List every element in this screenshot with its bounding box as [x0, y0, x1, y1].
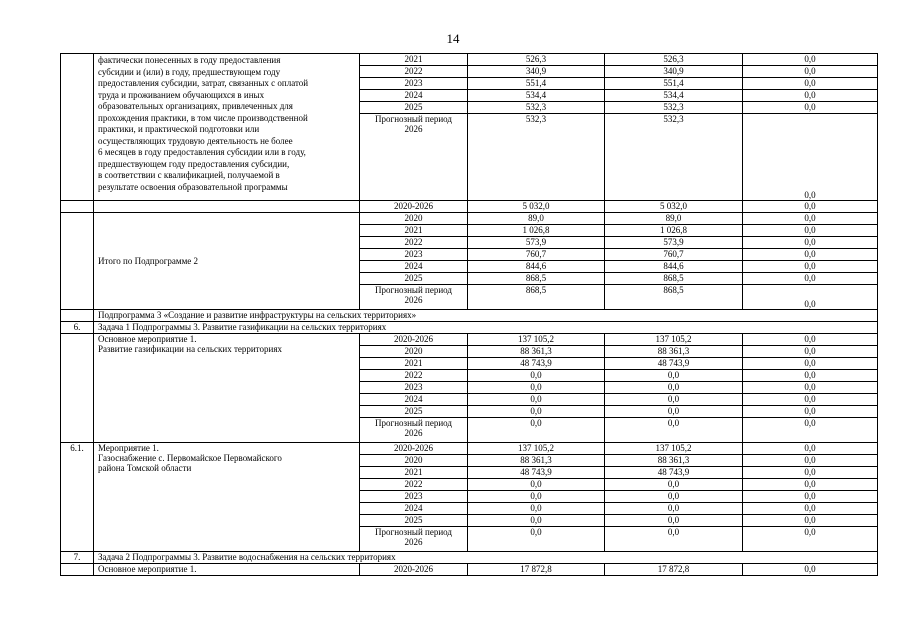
table-row	[61, 564, 878, 576]
value-cell: 526,3	[605, 54, 743, 66]
value-cell: 844,6	[605, 261, 743, 273]
value-cell: 0,0	[468, 370, 605, 382]
value-cell: 0,0	[743, 54, 878, 66]
value-cell: 0,0	[468, 491, 605, 503]
value-cell: 0,0	[605, 406, 743, 418]
value-cell: 0,0	[743, 370, 878, 382]
row-number-cell: 7.	[61, 552, 94, 564]
row-number-cell	[61, 213, 94, 310]
value-cell: 0,0	[743, 527, 878, 552]
value-cell: 0,0	[743, 358, 878, 370]
subprogram-title: Подпрограмма 3 «Создание и развитие инфраструктуры на сельских территориях»	[94, 310, 878, 322]
value-cell: 0,0	[743, 114, 878, 201]
value-cell: 88 361,3	[468, 455, 605, 467]
value-cell: 0,0	[743, 515, 878, 527]
forecast-year-cell: Прогнозный период 2026	[360, 527, 468, 552]
value-cell: 0,0	[743, 503, 878, 515]
event-title-cell: Основное мероприятие 1. Развитие газификации на сельских территориях	[94, 334, 360, 443]
itogo-title-cell: Итого по Подпрограмме 2	[94, 213, 360, 310]
value-cell: 0,0	[743, 443, 878, 455]
value-cell: 0,0	[743, 273, 878, 285]
value-cell: 0,0	[743, 346, 878, 358]
table-row	[61, 201, 878, 213]
value-cell: 0,0	[468, 515, 605, 527]
page-number: 14	[446, 31, 460, 46]
year-cell: 2023	[360, 382, 468, 394]
value-cell: 0,0	[743, 237, 878, 249]
value-cell: 868,5	[468, 273, 605, 285]
value-cell: 0,0	[605, 382, 743, 394]
year-cell: 2021	[360, 54, 468, 66]
value-cell: 0,0	[743, 102, 878, 114]
value-cell: 0,0	[743, 66, 878, 78]
value-cell: 0,0	[468, 503, 605, 515]
year-cell: 2020-2026	[360, 564, 468, 576]
value-cell: 573,9	[468, 237, 605, 249]
value-cell: 0,0	[605, 418, 743, 443]
row-number-cell	[61, 564, 94, 576]
year-cell: 2020-2026	[360, 201, 468, 213]
year-cell: 2020	[360, 455, 468, 467]
value-cell: 0,0	[743, 382, 878, 394]
value-cell: 48 743,9	[605, 358, 743, 370]
value-cell: 0,0	[605, 515, 743, 527]
value-cell: 0,0	[605, 394, 743, 406]
value-cell: 1 026,8	[468, 225, 605, 237]
value-cell: 0,0	[468, 394, 605, 406]
year-cell: 2022	[360, 237, 468, 249]
value-cell: 0,0	[743, 261, 878, 273]
year-cell: 2020	[360, 213, 468, 225]
value-cell: 89,0	[605, 213, 743, 225]
table-row	[61, 443, 878, 455]
value-cell: 88 361,3	[468, 346, 605, 358]
year-cell: 2022	[360, 370, 468, 382]
value-cell: 844,6	[468, 261, 605, 273]
value-cell: 532,3	[605, 114, 743, 201]
value-cell: 0,0	[468, 527, 605, 552]
value-cell: 48 743,9	[468, 467, 605, 479]
value-cell: 0,0	[605, 479, 743, 491]
value-cell: 137 105,2	[605, 443, 743, 455]
value-cell: 0,0	[743, 406, 878, 418]
value-cell: 5 032,0	[605, 201, 743, 213]
value-cell: 0,0	[743, 394, 878, 406]
year-cell: 2023	[360, 78, 468, 90]
value-cell: 0,0	[468, 406, 605, 418]
value-cell: 0,0	[743, 334, 878, 346]
value-cell: 0,0	[605, 370, 743, 382]
value-cell: 0,0	[743, 78, 878, 90]
value-cell: 0,0	[743, 491, 878, 503]
blank-cell	[94, 201, 360, 213]
value-cell: 0,0	[468, 479, 605, 491]
row-number-cell: 6.	[61, 322, 94, 334]
task-title: Задача 1 Подпрограммы 3. Развитие газификации на сельских территориях	[94, 322, 878, 334]
value-cell: 532,3	[605, 102, 743, 114]
value-cell: 868,5	[605, 273, 743, 285]
value-cell: 137 105,2	[468, 334, 605, 346]
row-number-cell	[61, 334, 94, 443]
row-number-cell	[61, 201, 94, 213]
year-cell: 2021	[360, 467, 468, 479]
value-cell: 48 743,9	[468, 358, 605, 370]
year-cell: 2023	[360, 491, 468, 503]
value-cell: 0,0	[743, 467, 878, 479]
table-row	[61, 334, 878, 346]
value-cell: 340,9	[468, 66, 605, 78]
forecast-year-cell: Прогнозный период 2026	[360, 418, 468, 443]
row-number-cell: 6.1.	[61, 443, 94, 552]
value-cell: 760,7	[468, 249, 605, 261]
value-cell: 534,4	[468, 90, 605, 102]
value-cell: 0,0	[743, 249, 878, 261]
value-cell: 48 743,9	[605, 467, 743, 479]
year-cell: 2025	[360, 102, 468, 114]
year-cell: 2025	[360, 406, 468, 418]
year-cell: 2025	[360, 515, 468, 527]
value-cell: 868,5	[468, 285, 605, 310]
value-cell: 340,9	[605, 66, 743, 78]
value-cell: 0,0	[468, 418, 605, 443]
table-row	[61, 310, 878, 322]
value-cell: 0,0	[743, 455, 878, 467]
row-number-cell	[61, 310, 94, 322]
value-cell: 760,7	[605, 249, 743, 261]
year-cell: 2020	[360, 346, 468, 358]
table-row	[61, 54, 878, 66]
table-row	[61, 322, 878, 334]
value-cell: 89,0	[468, 213, 605, 225]
description-cell: фактически понесенных в году предоставления субсидии и (или) в году, предшествующем году предоставления субсидии, затрат, связанных с оплатой труда и проживанием обучающихся в иных образовательных организациях, привлеченных для прохождения практики, в том числе производственной практики, и практической подготовки или осуществляющих трудовую деятельность не более 6 месяцев в году предоставления субсидии или в году, предшествующем году предоставления субсидии, в соответствии с квалификацией, получаемой в результате освоения образовательной программы	[94, 54, 360, 201]
year-cell: 2025	[360, 273, 468, 285]
year-cell: 2023	[360, 249, 468, 261]
year-cell: 2024	[360, 90, 468, 102]
year-cell: 2021	[360, 225, 468, 237]
table-body	[61, 54, 878, 576]
table-row	[61, 213, 878, 225]
value-cell: 573,9	[605, 237, 743, 249]
year-cell: 2024	[360, 503, 468, 515]
year-cell: 2022	[360, 479, 468, 491]
event-title-cell: Мероприятие 1. Газоснабжение с. Первомайское Первомайского района Томской области	[94, 443, 360, 552]
value-cell: 0,0	[468, 382, 605, 394]
value-cell: 0,0	[605, 527, 743, 552]
value-cell: 0,0	[743, 564, 878, 576]
value-cell: 0,0	[743, 213, 878, 225]
budget-table	[60, 53, 878, 576]
value-cell: 88 361,3	[605, 455, 743, 467]
value-cell: 526,3	[468, 54, 605, 66]
value-cell: 5 032,0	[468, 201, 605, 213]
value-cell: 17 872,8	[605, 564, 743, 576]
value-cell: 0,0	[605, 503, 743, 515]
value-cell: 532,3	[468, 114, 605, 201]
forecast-year-cell: Прогнозный период 2026	[360, 114, 468, 201]
table-row	[61, 552, 878, 564]
value-cell: 0,0	[743, 285, 878, 310]
value-cell: 0,0	[743, 418, 878, 443]
row-number-cell	[61, 54, 94, 201]
value-cell: 0,0	[743, 201, 878, 213]
value-cell: 0,0	[605, 491, 743, 503]
task-title: Задача 2 Подпрограммы 3. Развитие водоснабжения на сельских территориях	[94, 552, 878, 564]
value-cell: 0,0	[743, 479, 878, 491]
year-cell: 2024	[360, 394, 468, 406]
value-cell: 137 105,2	[468, 443, 605, 455]
value-cell: 0,0	[743, 90, 878, 102]
value-cell: 551,4	[605, 78, 743, 90]
year-cell: 2024	[360, 261, 468, 273]
year-cell: 2020-2026	[360, 443, 468, 455]
value-cell: 17 872,8	[468, 564, 605, 576]
value-cell: 532,3	[468, 102, 605, 114]
year-cell: 2020-2026	[360, 334, 468, 346]
value-cell: 868,5	[605, 285, 743, 310]
value-cell: 88 361,3	[605, 346, 743, 358]
forecast-year-cell: Прогнозный период 2026	[360, 285, 468, 310]
value-cell: 137 105,2	[605, 334, 743, 346]
value-cell: 1 026,8	[605, 225, 743, 237]
event-title-cell: Основное мероприятие 1.	[94, 564, 360, 576]
value-cell: 551,4	[468, 78, 605, 90]
value-cell: 534,4	[605, 90, 743, 102]
value-cell: 0,0	[743, 225, 878, 237]
year-cell: 2022	[360, 66, 468, 78]
year-cell: 2021	[360, 358, 468, 370]
